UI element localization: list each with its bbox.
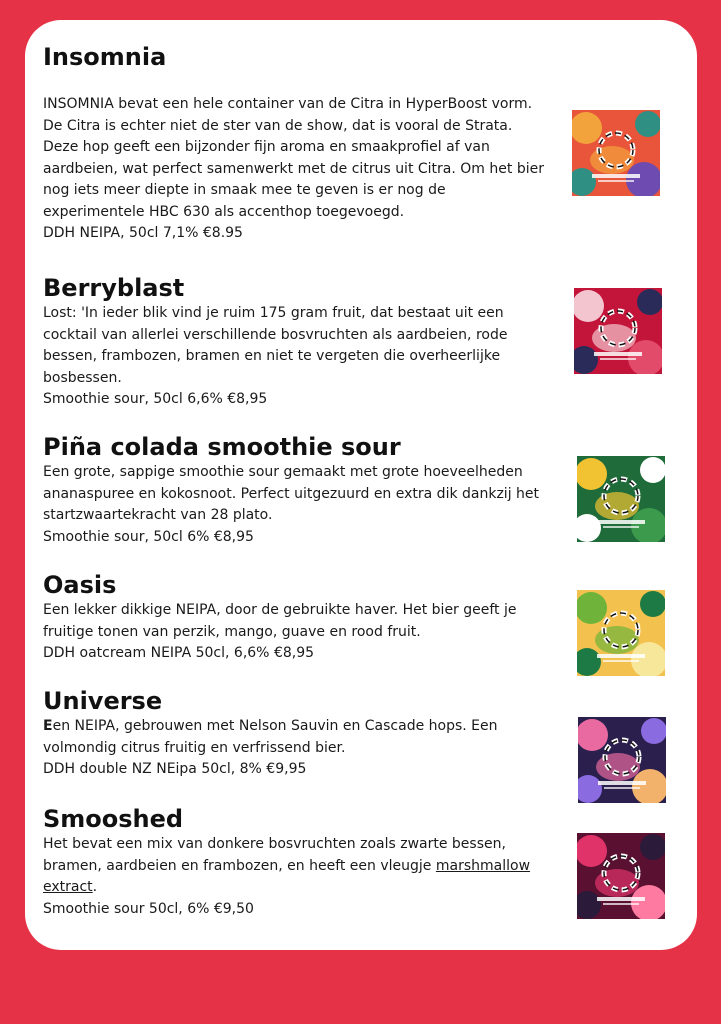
beer-description: Een lekker dikkige NEIPA, door de gebruikte haver. Het bier geeft je fruitige tonen van perzik, mango, guave en rood fruit. — [43, 602, 517, 640]
beer-description — [43, 716, 548, 759]
beer-item-berryblast — [43, 273, 548, 411]
beer-meta: Smoothie sour, 50cl 6,6% €8,95 — [43, 391, 268, 407]
beer-title: Oasis — [43, 571, 117, 599]
menu-card — [25, 20, 697, 950]
description-end: . — [92, 879, 98, 895]
beer-item-smooshed — [43, 804, 548, 920]
smooshed-can-label — [577, 833, 665, 919]
beer-meta: DDH NEIPA, 50cl 7,1% €8.95 — [43, 225, 243, 241]
pina-colada-can-label — [577, 456, 665, 542]
beer-title: Smooshed — [43, 805, 184, 833]
beer-meta: Smoothie sour 50cl, 6% €9,50 — [43, 900, 254, 917]
universe-can-label — [578, 717, 666, 803]
beer-title: Insomnia — [43, 43, 167, 71]
description-text: en NEIPA, gebrouwen met Nelson Sauvin en Cascade hops. Een volmondig citrus fruitig en verfrissend bier. — [43, 718, 498, 756]
description-lead: E — [43, 718, 53, 734]
beer-meta: DDH double NZ NEipa 50cl, 8% €9,95 — [43, 761, 307, 777]
beer-item-oasis — [43, 570, 548, 665]
beer-meta: Smoothie sour, 50cl 6% €8,95 — [43, 528, 254, 545]
beer-item-pina-colada — [43, 432, 548, 548]
beer-title: Berryblast — [43, 274, 185, 302]
beer-description: INSOMNIA bevat een hele container van de Citra in HyperBoost vorm. De Citra is echter niet de ster van de show, dat is vooral de Strata. Deze hop geeft een bijzonder fijn aroma en smaakprofiel af van aardbeien, wat perfect samenwerkt met de citrus uit Citra. Om het bier nog iets meer diepte in smaak mee te geven is er nog de experimentele HBC 630 als accenthop toegevoegd. — [43, 96, 544, 220]
beer-description: Lost: 'In ieder blik vind je ruim 175 gram fruit, dat bestaat uit een cocktail van allerlei verschillende bosvruchten als aardbeien, rode bessen, frambozen, bramen en niet te vergeten die overheerlijke bosbessen. — [43, 305, 508, 386]
insomnia-can-label — [572, 110, 660, 196]
beer-title: Piña colada smoothie sour — [43, 433, 401, 461]
beer-item-universe — [43, 686, 548, 781]
beer-meta: DDH oatcream NEIPA 50cl, 6,6% €8,95 — [43, 645, 315, 661]
berryblast-can-label — [574, 288, 662, 374]
beer-description — [43, 834, 548, 899]
marshmallow-link[interactable]: marshmallow extract — [43, 857, 531, 895]
beer-item-insomnia — [43, 42, 548, 245]
beer-title: Universe — [43, 687, 163, 715]
beer-description: Een grote, sappige smoothie sour gemaakt met grote hoeveelheden ananaspuree en kokosnoot. Perfect uitgezuurd en extra dik dankzij het startzwaartekracht van 28 plato. — [43, 464, 540, 523]
description-text: Het bevat een mix van donkere bosvruchten zoals zwarte bessen, bramen, aardbeien en frambozen, en heeft een vleugje — [43, 836, 506, 874]
oasis-can-label — [577, 590, 665, 676]
